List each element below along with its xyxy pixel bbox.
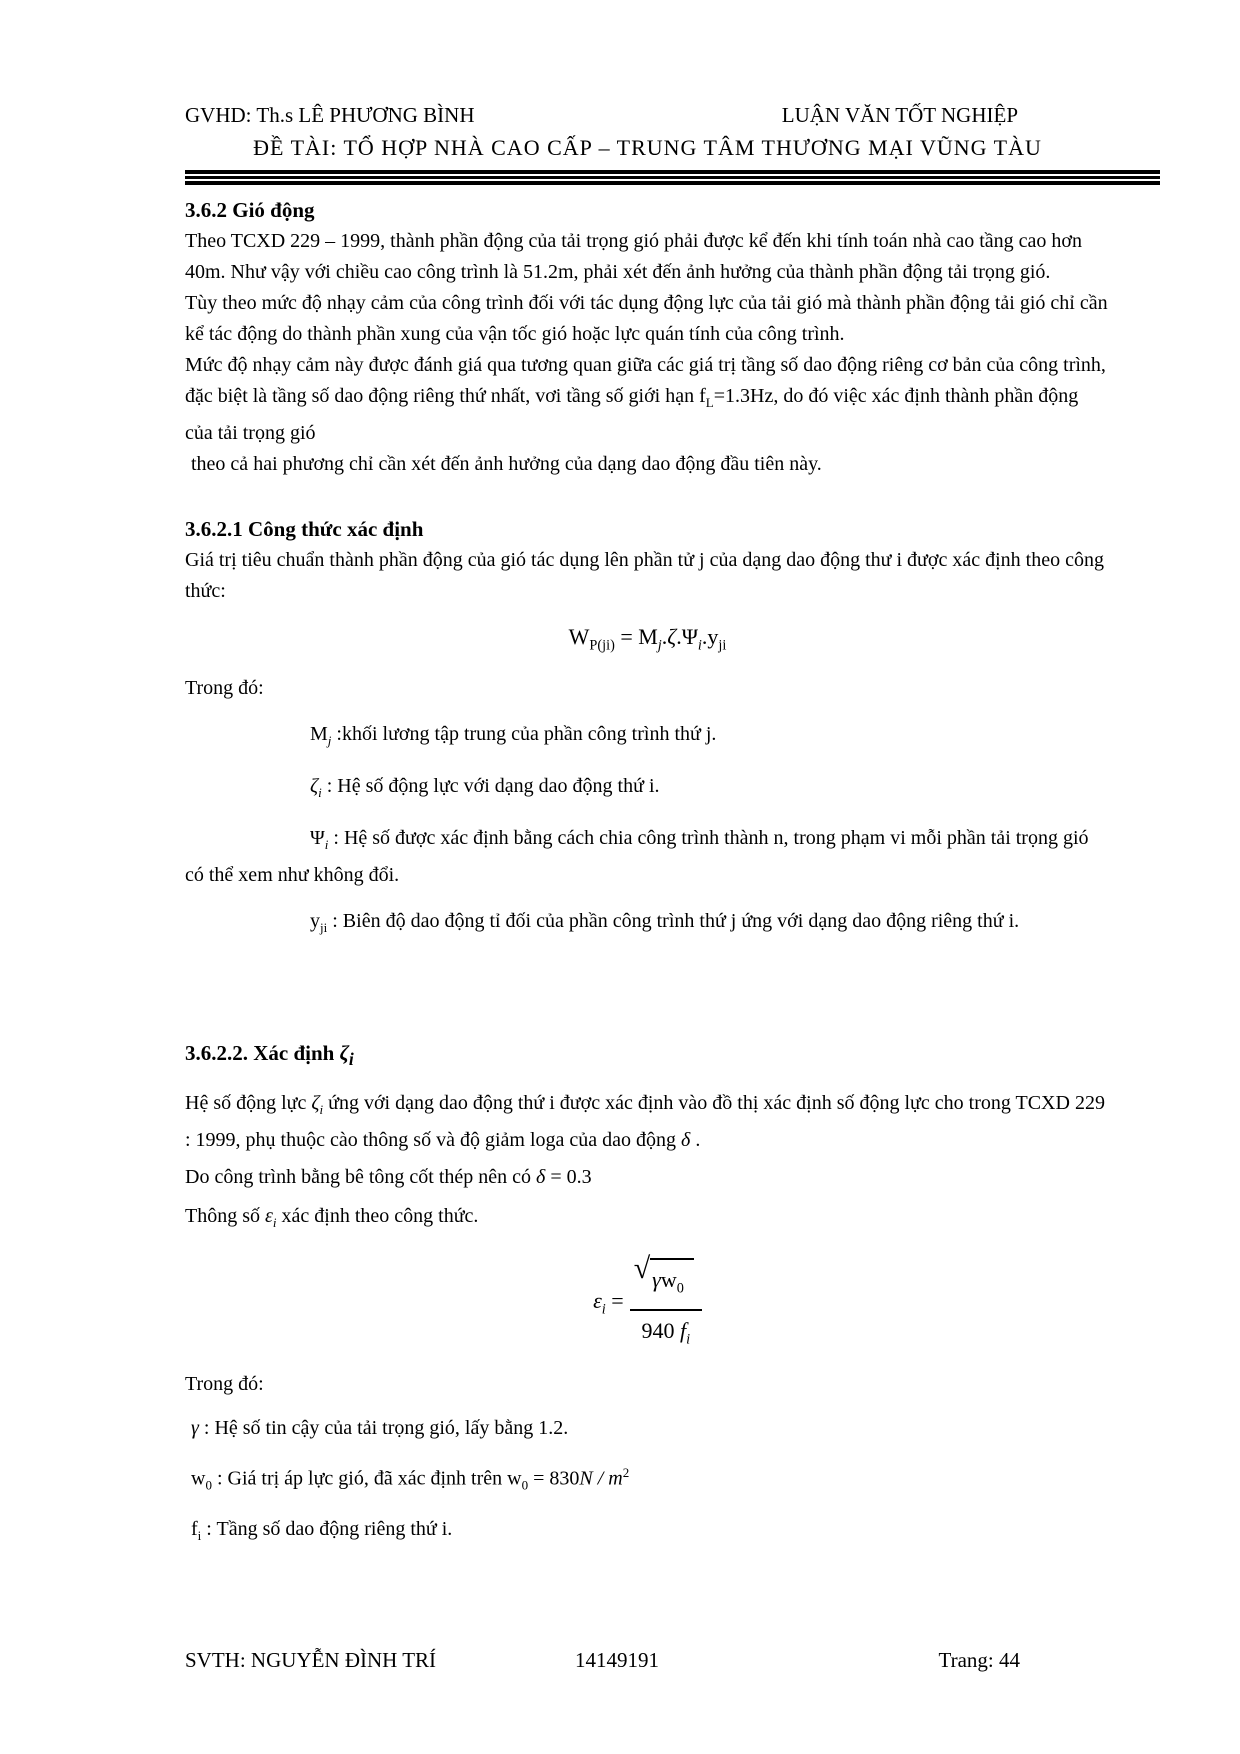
paragraph-sensitivity: Tùy theo mức độ nhạy cảm của công trình đối với tác dụng động lực của tải gió mà thành phần động tải gió chỉ cần kể tác động do thành phần xung của vận tốc gió hoặc lực quán tính của công trình. xyxy=(185,292,1108,345)
paragraph-first-mode: theo cả hai phương chỉ cần xét đến ảnh hưởng của dạng dao động đầu tiên này. xyxy=(191,453,822,475)
header-advisor: GVHD: Th.s LÊ PHƯƠNG BÌNH xyxy=(185,103,475,127)
definition-amplitude-yji: $y_{ji}$ : Biên độ dao động tỉ đối của phần công trình thứ j ứng với dạng dao động riêng thứ i. xyxy=(310,910,1020,936)
definition-w0-pressure: $w_0$ : Giá trị áp lực gió, đã xác định trên $w_0 = 830N / m^2$ xyxy=(191,1465,630,1494)
paragraph-epsilon-intro: Thông số $\varepsilon_i$ xác định theo công thức. xyxy=(185,1204,479,1230)
formula-dynamic-wind-load: $W_{P(ji)} = M_j.\zeta.\Psi_i.y_{ji}$ xyxy=(568,624,727,654)
section-heading-3-6-2-1: 3.6.2.1 Công thức xác định xyxy=(185,517,424,541)
formula-epsilon-lhs: $\varepsilon_i$ = xyxy=(593,1288,624,1318)
paragraph-zeta-determination: Hệ số động lực $\zeta_i$ ứng với dạng dao động thứ i được xác định vào đồ thị xác định số động lực cho trong TCXD 229 : 1999, phụ thuộc cào thông số và độ giảm loga của dao động δ . xyxy=(185,1091,1105,1151)
footer-student-id: 14149191 xyxy=(575,1648,659,1672)
header-doc-type: LUẬN VĂN TỐT NGHIỆP xyxy=(781,103,1018,127)
definition-mass-mj: $M_j$ :khối lương tập trung của phần công trình thứ j. xyxy=(310,723,717,749)
footer-page-number: Trang: 44 xyxy=(938,1648,1020,1672)
definition-dynamic-coefficient-zeta: $\zeta_i$ : Hệ số động lực với dạng dao động thứ i. xyxy=(310,775,660,801)
radicand: $\gamma w_0$ xyxy=(650,1258,694,1306)
paragraph-delta-value: Do công trình bằng bê tông cốt thép nên có δ = 0.3 xyxy=(185,1165,592,1188)
label-trong-do-2: Trong đó: xyxy=(185,1373,264,1396)
rule-line-middle xyxy=(185,176,1160,179)
paragraph-wind-standard: Theo TCXD 229 – 1999, thành phần động của tải trọng gió phải được kể đến khi tính toán nhà cao tầng cao hơn 40m. Như vậy với chiều cao công trình là 51.2m, phải xét đến ảnh hưởng của thành phần động tải trọng gió. xyxy=(185,230,1082,283)
header-project-title: ĐỀ TÀI: TỔ HỢP NHÀ CAO CẤP – TRUNG TÂM THƯƠNG MẠI VŨNG TÀU xyxy=(253,135,1042,160)
sqrt-symbol: √ xyxy=(633,1251,651,1285)
rule-line-top xyxy=(185,170,1160,174)
definition-gamma: γ : Hệ số tin cậy của tải trọng gió, lấy bằng 1.2. xyxy=(191,1417,569,1440)
definition-psi-coefficient: $\Psi_i$ : Hệ số được xác định bằng cách chia công trình thành n, trong phạm vi mỗi phần tải trọng gió có thể xem như không đổi. xyxy=(185,827,1089,887)
formula-epsilon xyxy=(185,1251,1110,1358)
rule-line-bottom xyxy=(185,181,1160,185)
paragraph-standard-value: Giá trị tiêu chuẩn thành phần động của gió tác dụng lên phần tử j của dạng dao động thư i được xác định theo công thức: xyxy=(185,549,1104,602)
paragraph-frequency-limit: Mức độ nhạy cảm này được đánh giá qua tương quan giữa các giá trị tầng số dao động riêng cơ bản của công trình, đặc biệt là tầng số dao động riêng thứ nhất, vơi tầng số giới hạn $f_L=1.3Hz$, do đó việc xác định thành phần động của tải trọng gió xyxy=(185,354,1106,444)
page-header xyxy=(185,100,1110,130)
page-content xyxy=(185,100,1110,1551)
definition-fi-frequency: $f_i$ : Tầng số dao động riêng thứ i. xyxy=(191,1518,453,1544)
fraction xyxy=(630,1251,702,1358)
fraction-numerator xyxy=(630,1251,702,1311)
header-separator-rule xyxy=(185,170,1160,185)
section-heading-3-6-2: 3.6.2 Gió động xyxy=(185,198,315,222)
section-heading-3-6-2-2: 3.6.2.2. Xác định $\zeta_i$ xyxy=(185,1041,354,1070)
footer-student-name: SVTH: NGUYỄN ĐÌNH TRÍ xyxy=(185,1648,437,1672)
label-trong-do-1: Trong đó: xyxy=(185,677,264,700)
fraction-denominator: 940 $f_i$ xyxy=(641,1317,691,1348)
